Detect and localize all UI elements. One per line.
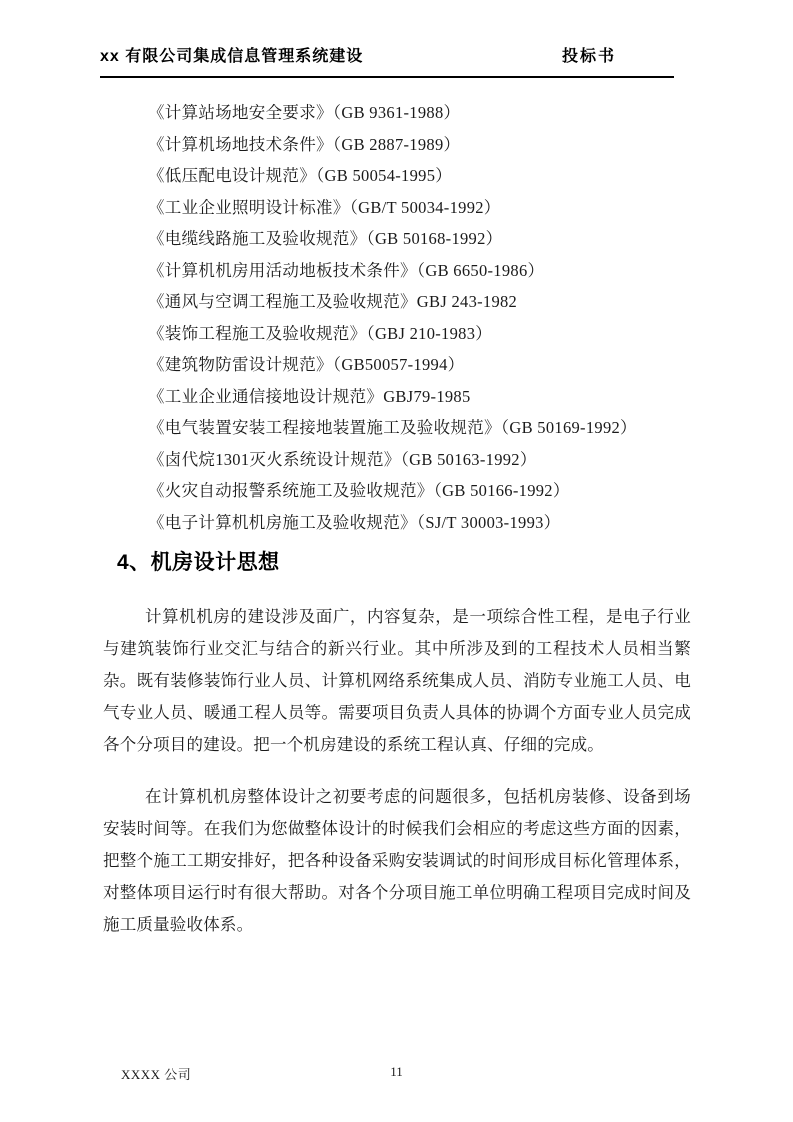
- standard-list-item: 《火灾自动报警系统施工及验收规范》（GB 50166-1992）: [148, 481, 570, 500]
- footer-company-name: XXXX 公司: [121, 1067, 192, 1082]
- standard-list-item: 《卤代烷1301灭火系统设计规范》（GB 50163-1992）: [148, 449, 537, 469]
- standard-list-item: 《工业企业照明设计标准》（GB/T 50034-1992）: [148, 197, 501, 217]
- header-doc-type: 投标书: [561, 48, 616, 65]
- standard-list-item: 《工业企业通信接地设计规范》GBJ79-1985: [148, 386, 471, 406]
- page-header: [100, 46, 674, 78]
- standard-list-item: 《装饰工程施工及验收规范》（GBJ 210-1983）: [148, 323, 493, 343]
- footer-page-number: 11: [390, 1064, 403, 1079]
- standard-list-item: 《通风与空调工程施工及验收规范》GBJ 243-1982: [148, 292, 518, 311]
- standard-list-item: 《建筑物防雷设计规范》（GB50057-1994）: [148, 355, 465, 374]
- standard-list-item: 《电子计算机机房施工及验收规范》（SJ/T 30003-1993）: [148, 512, 561, 532]
- standard-list-item: 《计算机场地技术条件》（GB 2887-1989）: [148, 134, 461, 154]
- section-heading: 4、机房设计思想: [117, 551, 280, 574]
- body-paragraph: 计算机机房的建设涉及面广，内容复杂，是一项综合性工程，是电子行业与建筑装饰行业交汇与结合的新兴行业。其中所涉及到的工程技术人员相当繁杂。既有装修装饰行业人员、计算机网络系统集成人员、消防专业施工人员、电气专业人员、暖通工程人员等。需要项目负责人具体的协调个方面专业人员完成各个分项目的建设。把一个机房建设的系统工程认真、仔细的完成。: [103, 607, 691, 754]
- standard-list-item: 《计算站场地安全要求》（GB 9361-1988）: [148, 103, 461, 122]
- standard-list-item: 《低压配电设计规范》（GB 50054-1995）: [148, 166, 453, 185]
- standard-list-item: 《计算机机房用活动地板技术条件》（GB 6650-1986）: [148, 260, 545, 280]
- standards-list: [148, 97, 637, 538]
- standard-list-item: 《电缆线路施工及验收规范》（GB 50168-1992）: [148, 229, 503, 248]
- body-paragraph: 在计算机机房整体设计之初要考虑的问题很多，包括机房装修、设备到场安装时间等。在我们为您做整体设计的时候我们会相应的考虑这些方面的因素，把整个施工工期安排好，把各种设备采购安装调试的时间形成目标化管理体系，对整体项目运行时有很大帮助。对各个分项目施工单位明确工程项目完成时间及施工质量验收体系。: [103, 787, 691, 934]
- standard-list-item: 《电气装置安装工程接地装置施工及验收规范》（GB 50169-1992）: [148, 418, 637, 437]
- header-project-title: xx 有限公司集成信息管理系统建设: [100, 48, 364, 65]
